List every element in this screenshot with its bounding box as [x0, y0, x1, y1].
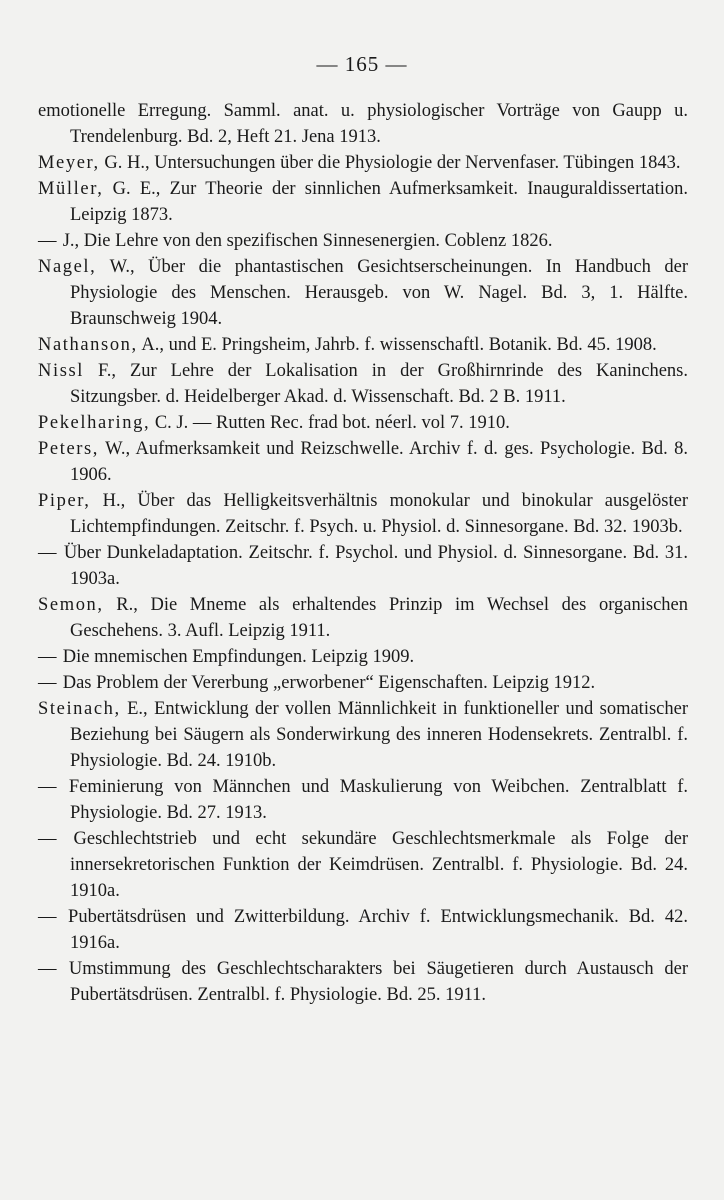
bibliography-entry	[38, 332, 688, 358]
entry-text: J., Die Lehre von den spezifischen Sinnesenergien. Coblenz 1826.	[58, 231, 553, 251]
bibliography-list	[38, 98, 688, 1008]
entry-text: Feminierung von Männchen und Maskulierung von Weibchen. Zentralblatt f. Physiologie. Bd. 27. 1913.	[58, 777, 688, 823]
entry-author: —	[38, 959, 59, 979]
entry-author: Nathanson,	[38, 335, 138, 355]
bibliography-entry	[38, 540, 688, 592]
bibliography-entry	[38, 410, 688, 436]
bibliography-entry	[38, 254, 688, 332]
entry-author: Nagel,	[38, 257, 97, 277]
entry-author: Pekelharing,	[38, 413, 151, 433]
entry-text: G. E., Zur Theorie der sinnlichen Aufmerksamkeit. Inauguraldissertation. Leipzig 1873.	[70, 179, 688, 225]
entry-author: Steinach,	[38, 699, 121, 719]
bibliography-entry	[38, 592, 688, 644]
bibliography-entry	[38, 176, 688, 228]
bibliography-entry	[38, 358, 688, 410]
entry-author: Meyer,	[38, 153, 100, 173]
bibliography-entry	[38, 228, 688, 254]
entry-text: Pubertätsdrüsen und Zwitterbildung. Archiv f. Entwicklungsmechanik. Bd. 42. 1916a.	[58, 907, 688, 953]
bibliography-entry	[38, 98, 688, 150]
bibliography-entry	[38, 696, 688, 774]
entry-text: Die mnemischen Empfindungen. Leipzig 1909.	[58, 647, 415, 667]
entry-author: Nissl	[38, 361, 85, 381]
entry-author: Piper,	[38, 491, 91, 511]
entry-author: —	[38, 673, 59, 693]
entry-text: W., Über die phantastischen Gesichtserscheinungen. In Handbuch der Physiologie des Menschen. Herausgeb. von W. Nagel. Bd. 3, 1. Hälfte. Braunschweig 1904.	[70, 257, 688, 329]
entry-text: A., und E. Pringsheim, Jahrb. f. wissenschaftl. Botanik. Bd. 45. 1908.	[137, 335, 657, 355]
entry-text: H., Über das Helligkeitsverhältnis monokular und binokular ausgelöster Lichtempfindungen. Zeitschr. f. Psych. u. Physiol. d. Sinnesorgane. Bd. 32. 1903b.	[70, 491, 688, 537]
bibliography-entry	[38, 436, 688, 488]
bibliography-entry	[38, 956, 688, 1008]
page-number: — 165 —	[316, 52, 408, 76]
bibliography-entry	[38, 774, 688, 826]
entry-text: C. J. — Rutten Rec. frad bot. néerl. vol 7. 1910.	[150, 413, 510, 433]
entry-author: —	[38, 543, 59, 563]
entry-author: —	[38, 829, 59, 849]
entry-text: emotionelle Erregung. Samml. anat. u. physiologischer Vorträge von Gaupp u. Trendelenburg. Bd. 2, Heft 21. Jena 1913.	[38, 101, 688, 147]
entry-text: G. H., Untersuchungen über die Physiologie der Nervenfaser. Tübingen 1843.	[99, 153, 681, 173]
entry-text: R., Die Mneme als erhaltendes Prinzip im Wechsel des organischen Geschehens. 3. Aufl. Leipzig 1911.	[70, 595, 688, 641]
entry-author: —	[38, 777, 59, 797]
bibliography-entry	[38, 150, 688, 176]
bibliography-entry	[38, 670, 688, 696]
entry-author: Müller,	[38, 179, 104, 199]
bibliography-entry	[38, 488, 688, 540]
entry-text: Umstimmung des Geschlechtscharakters bei Säugetieren durch Austausch der Pubertätsdrüsen. Zentralbl. f. Physiologie. Bd. 25. 1911.	[58, 959, 688, 1005]
entry-text: E., Entwicklung der vollen Männlichkeit in funktioneller und somatischer Beziehung bei Säugern als Sonderwirkung des inneren Hodensekrets. Zentralbl. f. Physiologie. Bd. 24. 1910b.	[70, 699, 688, 771]
bibliography-entry	[38, 904, 688, 956]
entry-text: Das Problem der Vererbung „erworbener“ Eigenschaften. Leipzig 1912.	[58, 673, 596, 693]
entry-text: Geschlechtstrieb und echt sekundäre Geschlechtsmerkmale als Folge der innersekretorischen Funktion der Keimdrüsen. Zentralbl. f. Physiologie. Bd. 24. 1910a.	[58, 829, 688, 901]
entry-text: Über Dunkeladaptation. Zeitschr. f. Psychol. und Physiol. d. Sinnesorgane. Bd. 31. 1903a.	[58, 543, 688, 589]
entry-author: —	[38, 231, 59, 251]
entry-text: F., Zur Lehre der Lokalisation in der Großhirnrinde des Kaninchens. Sitzungsber. d. Heidelberger Akad. d. Wissenschaft. Bd. 2 B. 1911.	[70, 361, 688, 407]
entry-author: —	[38, 907, 59, 927]
bibliography-entry	[38, 826, 688, 904]
entry-author: Semon,	[38, 595, 104, 615]
entry-text: W., Aufmerksamkeit und Reizschwelle. Archiv f. d. ges. Psychologie. Bd. 8. 1906.	[70, 439, 688, 485]
entry-author: —	[38, 647, 59, 667]
entry-author: Peters,	[38, 439, 100, 459]
bibliography-entry	[38, 644, 688, 670]
